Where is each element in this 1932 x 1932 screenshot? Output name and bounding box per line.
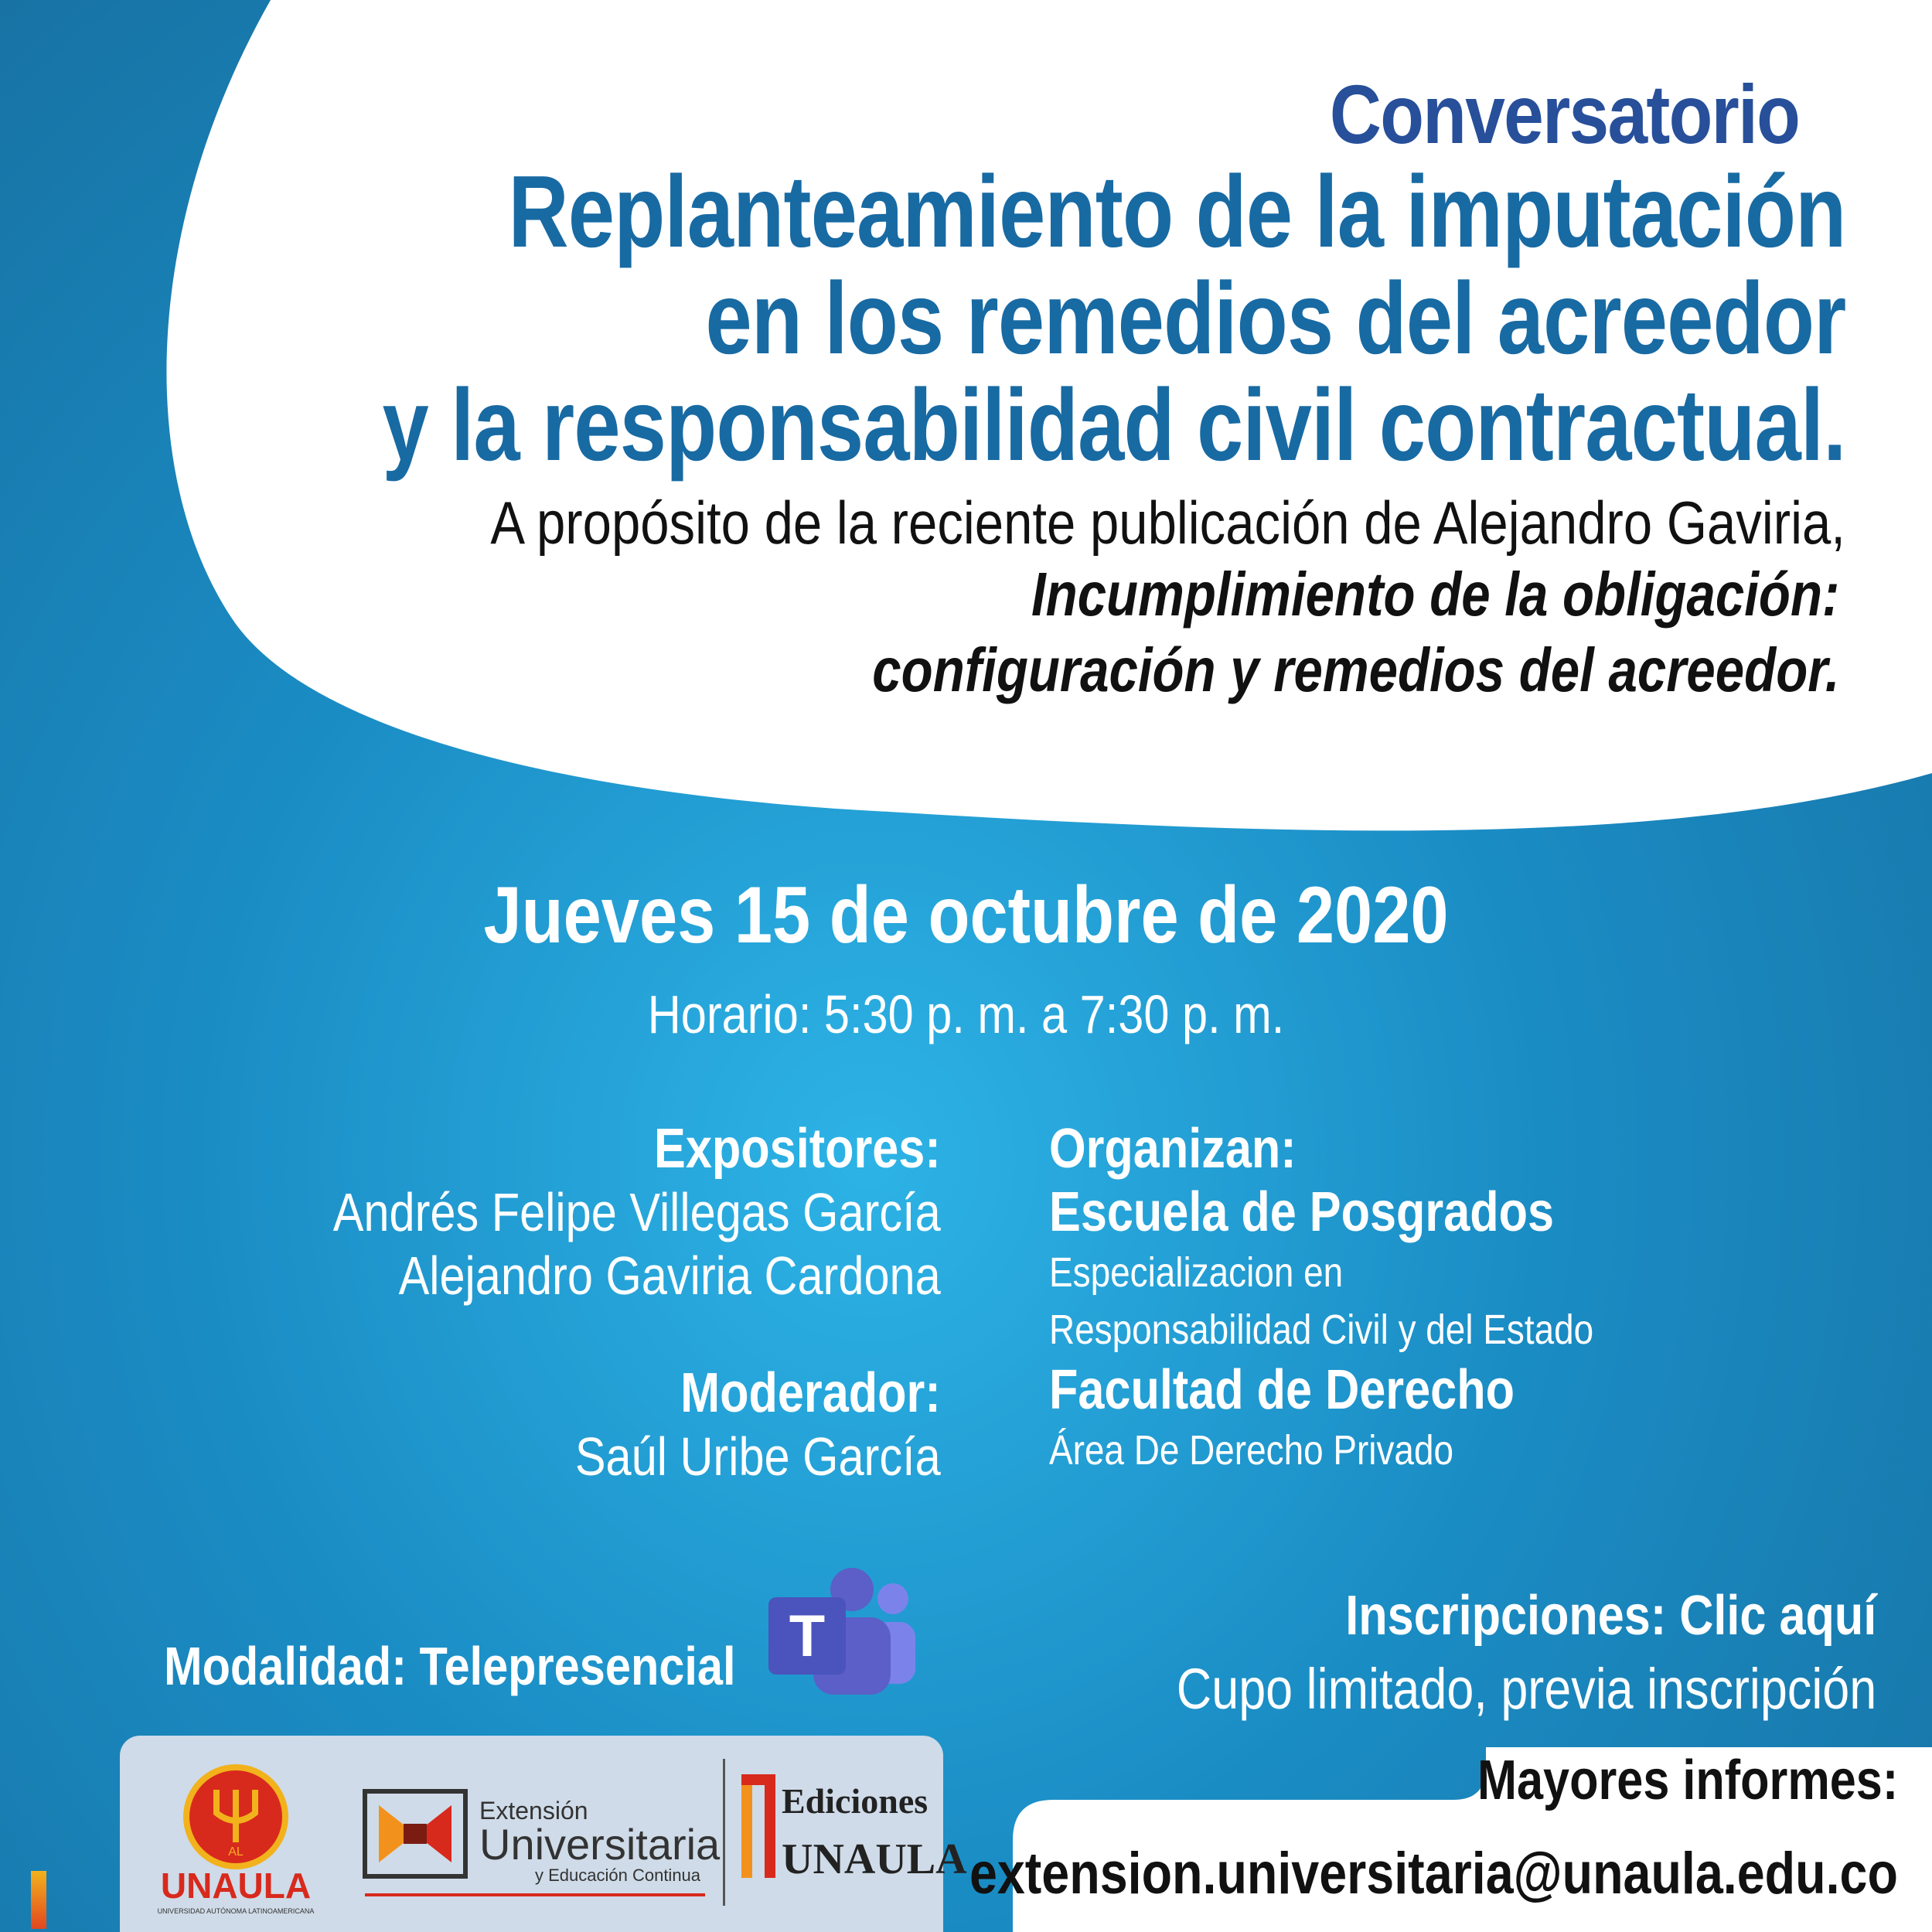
logos-card bbox=[120, 1736, 967, 1932]
organizers-label: Organizan: bbox=[1049, 1118, 1297, 1180]
organizer-program: Especializacion en bbox=[1049, 1249, 1344, 1296]
registration-link[interactable]: Inscripciones: Clic aquí bbox=[1345, 1585, 1876, 1647]
color-strip bbox=[31, 1871, 46, 1929]
speaker-name: Andrés Felipe Villegas García bbox=[332, 1182, 941, 1242]
organizer-faculty: Facultad de Derecho bbox=[1049, 1359, 1515, 1421]
extension-line-1: Extensión bbox=[479, 1797, 588, 1825]
teams-icon bbox=[765, 1562, 920, 1701]
organizers-column bbox=[1049, 1117, 1593, 1479]
book-line-2: configuración y remedios del acreedor. bbox=[871, 635, 1839, 704]
event-time: Horario: 5:30 p. m. a 7:30 p. m. bbox=[647, 984, 1285, 1044]
event-type: Conversatorio bbox=[1329, 67, 1799, 161]
ediciones-logo bbox=[738, 1759, 967, 1913]
extension-logo bbox=[363, 1782, 721, 1906]
registration-note: Cupo limitado, previa inscripción bbox=[1176, 1657, 1876, 1721]
book-title bbox=[872, 557, 1839, 708]
teams-letter: T bbox=[789, 1603, 826, 1669]
modality-text: Modalidad: Telepresencial bbox=[164, 1636, 736, 1696]
extension-line-3: y Educación Continua bbox=[535, 1866, 701, 1885]
ediciones-line-2: UNAULA bbox=[782, 1835, 967, 1883]
moderator-name: Saúl Uribe García bbox=[575, 1426, 941, 1487]
event-title bbox=[382, 155, 1845, 482]
organizer-program: Responsabilidad Civil y del Estado bbox=[1049, 1307, 1594, 1353]
logo-divider bbox=[723, 1759, 725, 1906]
title-line-2: en los remedios del acreedor bbox=[705, 261, 1845, 375]
event-subtitle: A propósito de la reciente publicación de Alejandro Gaviria, bbox=[490, 489, 1845, 557]
registration-block bbox=[1177, 1581, 1876, 1728]
speaker-name: Alejandro Gaviria Cardona bbox=[398, 1245, 941, 1306]
title-line-1: Replanteamiento de la imputación bbox=[508, 155, 1845, 268]
title-line-3: y la responsabilidad civil contractual. bbox=[382, 368, 1845, 482]
unaula-mark: AL bbox=[228, 1845, 244, 1859]
speakers-label: Expositores: bbox=[654, 1118, 941, 1180]
contact-email[interactable]: extension.universitaria@unaula.edu.co bbox=[969, 1841, 1898, 1906]
extension-line-2: Universitaria bbox=[479, 1820, 721, 1869]
ediciones-line-1: Ediciones bbox=[782, 1781, 929, 1821]
unaula-logo bbox=[147, 1759, 325, 1921]
speakers-column bbox=[333, 1117, 941, 1488]
book-line-1: Incumplimiento de la obligación: bbox=[1031, 560, 1839, 629]
moderator-label: Moderador: bbox=[680, 1362, 941, 1424]
unaula-tagline: UNIVERSIDAD AUTÓNOMA LATINOAMERICANA bbox=[157, 1907, 315, 1915]
unaula-name: UNAULA bbox=[160, 1866, 312, 1906]
organizer-school: Escuela de Posgrados bbox=[1049, 1181, 1555, 1243]
contact-label: Mayores informes: bbox=[1477, 1750, 1898, 1811]
organizer-area: Área De Derecho Privado bbox=[1049, 1427, 1454, 1474]
event-date: Jueves 15 de octubre de 2020 bbox=[483, 871, 1449, 960]
